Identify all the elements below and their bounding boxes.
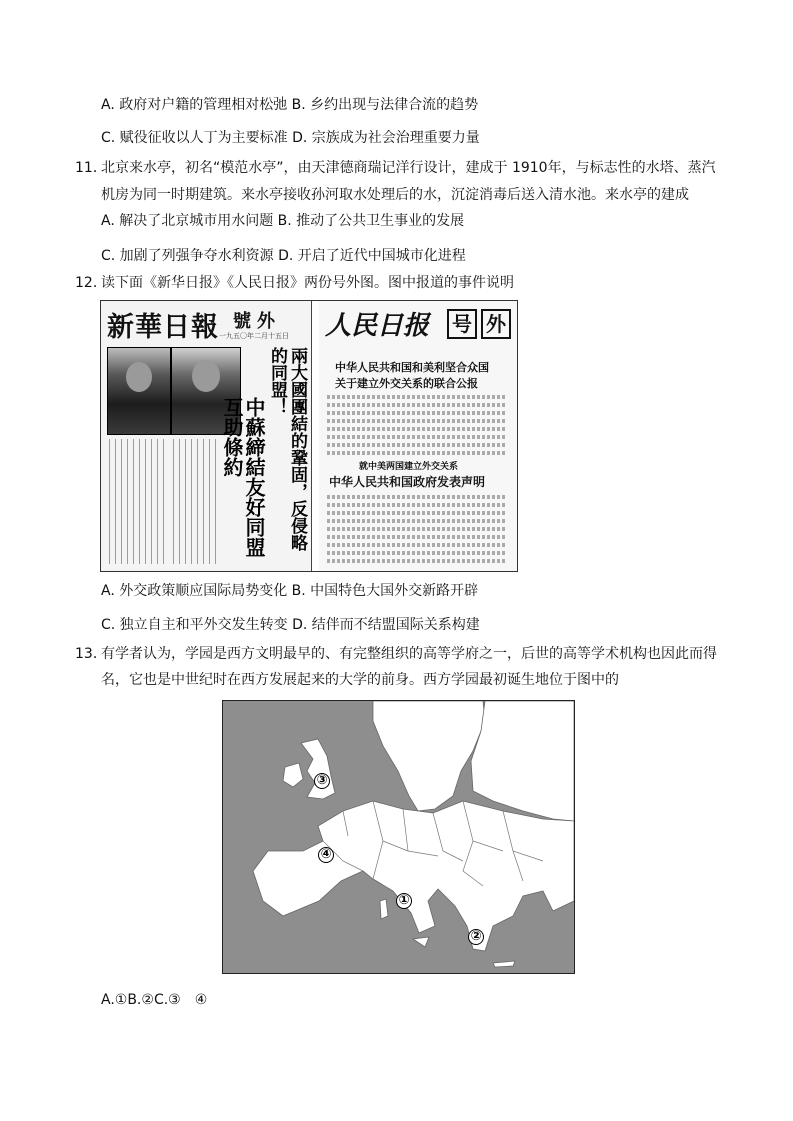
peoples-daily-head-4: 中华人民共和国政府发表声明 [329,475,486,489]
q11-number: 11． [75,160,107,176]
peoples-daily-head-2: 关于建立外交关系的联合公报 [335,377,478,390]
portrait-photo-left [107,347,171,435]
peoples-daily-extra [319,301,517,571]
q11-stem-line1: 北京来水亭，初名“模范水亭”，由天津德商瑞记洋行设计，建成于 1910年，与标志性的水塔、蒸汽 [101,160,716,176]
xinhua-notice-columns [173,439,217,564]
map-marker-4: ④ [318,847,334,863]
xinhua-masthead: 新華日報 [107,312,219,343]
q12-stem-line1: 读下面《新华日报》《人民日报》两份号外图。图中报道的事件说明 [101,275,514,291]
q12-option-ab: A. 外交政策顺应国际局势变化 B. 中国特色大国外交新路开辟 [101,583,479,599]
q10-option-ab: A. 政府对户籍的管理相对松弛 B. 乡约出现与法律合流的趋势 [101,97,479,113]
xinhua-date: 一九五〇年二月十五日 [219,332,289,340]
q13-stem-line2: 名，它也是中世纪时在西方发展起来的大学的前身。西方学园最初诞生地位于图中的 [101,672,619,688]
peoples-daily-box-hao: 号 [447,309,477,339]
xinhua-headline-1: 兩大國團結的鞏固，反侵略的同盟！ [267,347,307,551]
map-marker-2: ② [468,929,484,945]
map-marker-1: ① [396,893,412,909]
newspaper-figure [100,300,518,572]
europe-map [222,700,575,974]
q11-option-cd: C. 加剧了列强争夺水利资源 D. 开启了近代中国城市化进程 [101,248,466,264]
xinhua-daily-extra [101,301,311,571]
xinhua-extra-label: 號外 [233,311,281,332]
europe-map-svg [223,701,574,973]
q12-option-cd: C. 独立自主和平外交发生转变 D. 结伴而不结盟国际关系构建 [101,617,480,633]
peoples-daily-head-3: 就中美两国建立外交关系 [359,462,459,472]
q12-number: 12． [75,275,107,291]
q13-stem-line1: 有学者认为，学园是西方文明最早的、有完整组织的高等学府之一，后世的高等学术机构也因此而得 [101,646,717,662]
xinhua-headline-2: 中蘇締結友好同盟互助條約 [220,397,266,557]
peoples-daily-box-wai: 外 [481,309,511,339]
map-marker-3: ③ [314,773,330,789]
q13-number: 13． [75,646,107,662]
peoples-daily-masthead: 人民日报 [325,311,430,341]
q11-stem-line2: 机房为同一时期建筑。来水亭接收孙河取水处理后的水，沉淀消毒后送入清水池。来水亭的建成 [101,187,689,203]
q11-option-ab: A. 解决了北京城市用水问题 B. 推动了公共卫生事业的发展 [101,213,465,229]
xinhua-text-columns [109,439,169,564]
peoples-daily-head-1: 中华人民共和国和美利坚合众国 [335,361,489,374]
q10-option-cd: C. 赋役征收以人丁为主要标准 D. 宗族成为社会治理重要力量 [101,130,480,146]
q13-options: A.①B.②C.③ ④ [101,992,208,1008]
